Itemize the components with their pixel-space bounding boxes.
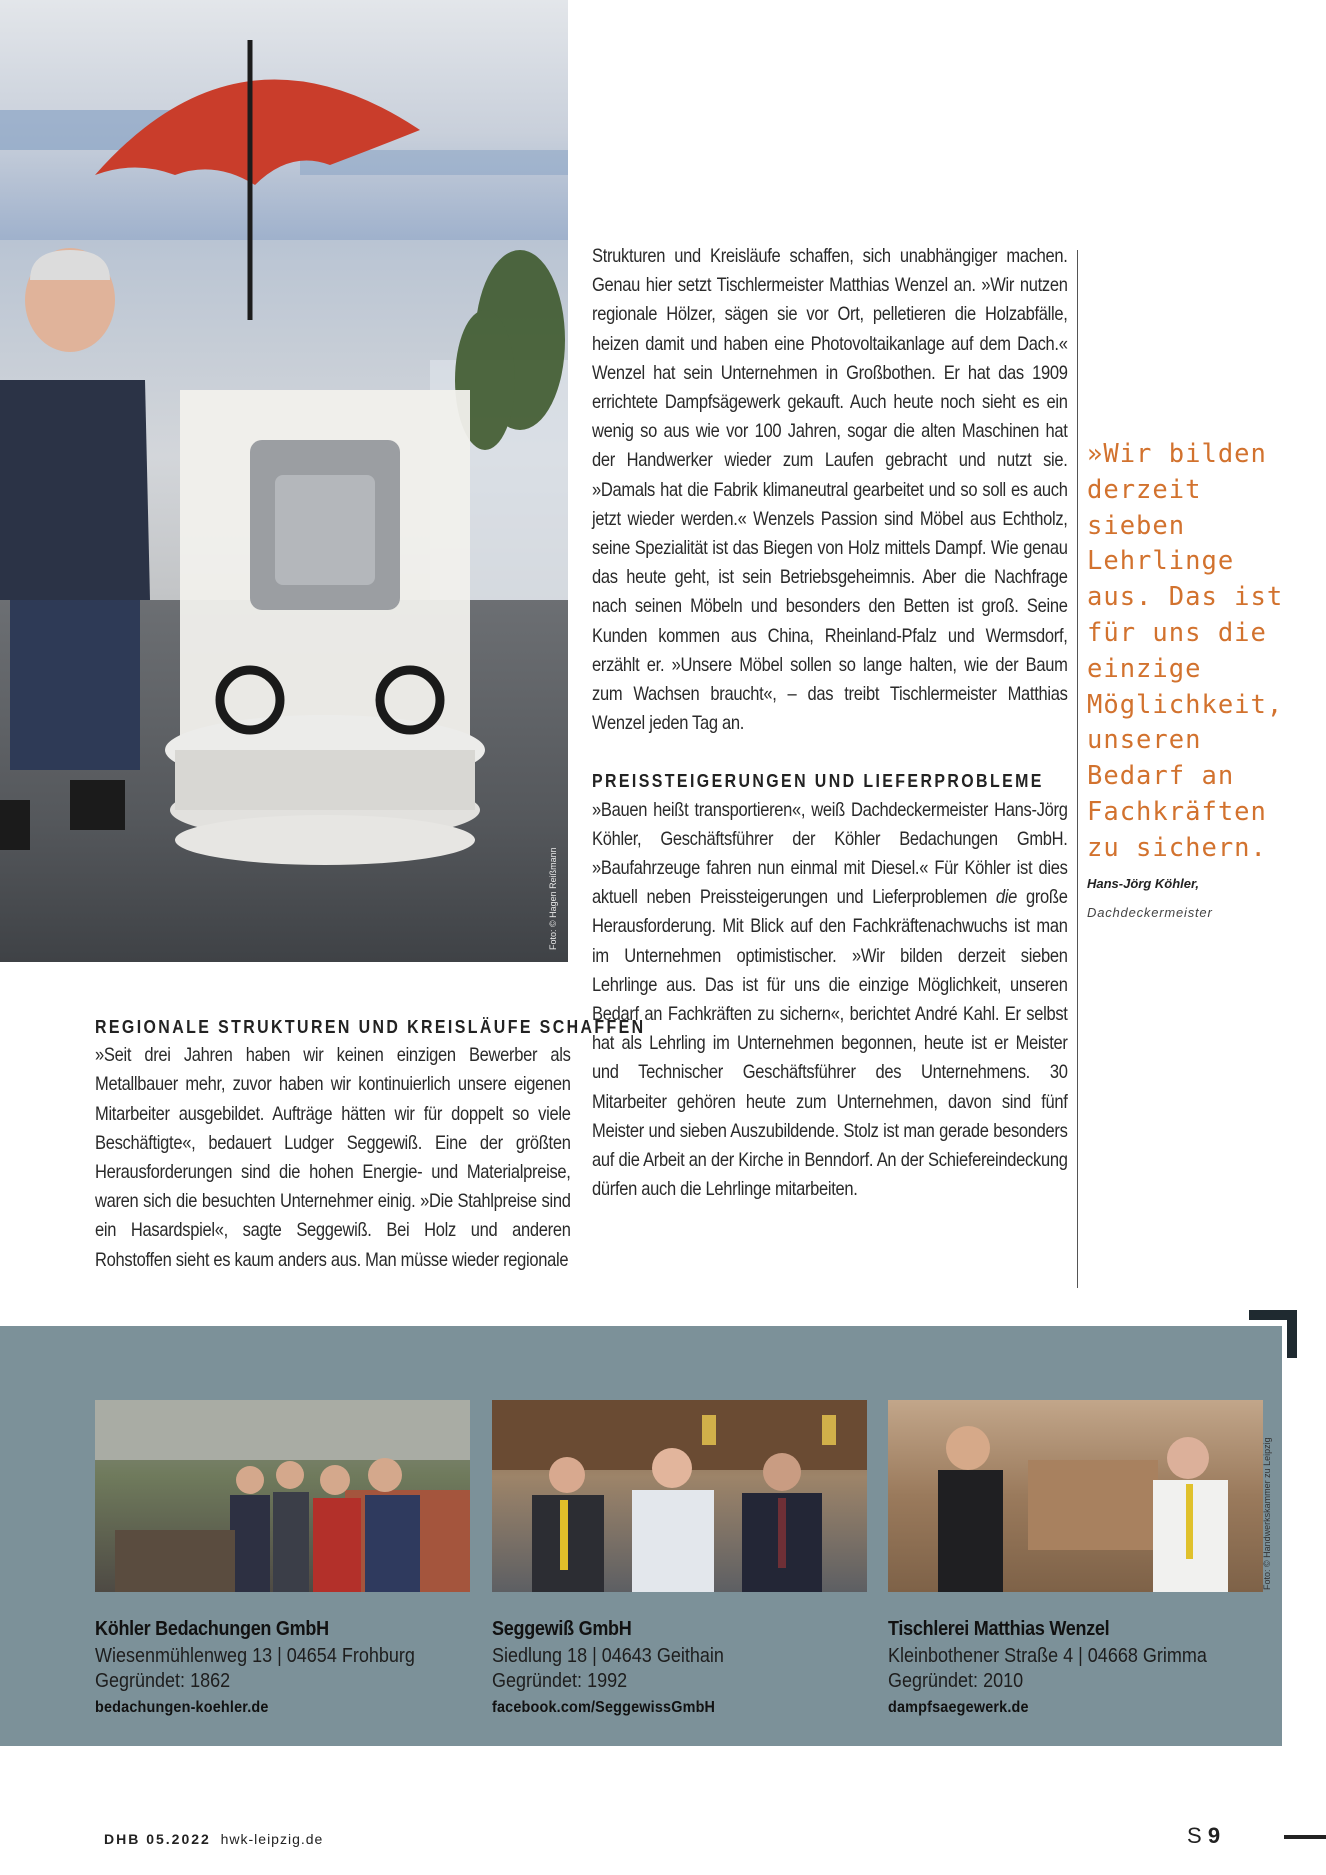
column-divider	[1077, 250, 1078, 1288]
quote-line: Bedarf an	[1087, 761, 1235, 792]
quote-role: Dachdeckermeister	[1087, 905, 1213, 920]
quote-line: aus. Das ist	[1087, 582, 1284, 613]
company-website-link[interactable]: facebook.com/SeggewissGmbH	[492, 1699, 716, 1716]
workshop-illustration	[888, 1400, 1263, 1592]
company-website-link[interactable]: bedachungen-koehler.de	[95, 1699, 269, 1716]
quote-line: sieben	[1087, 510, 1186, 541]
footer-rule	[1284, 1835, 1326, 1839]
magazine-issue: DHB 05.2022	[104, 1831, 211, 1847]
left-column-text	[95, 1012, 646, 1275]
businessmen-illustration	[492, 1400, 867, 1592]
section-heading-regional: REGIONALE STRUKTUREN UND KREISLÄUFE SCHAFFEN	[95, 1016, 646, 1037]
company-website-link[interactable]: dampfsaegewerk.de	[888, 1699, 1029, 1716]
pull-quote	[1087, 437, 1317, 867]
band-photo-credit: Foto: © Handwerkskammer zu Leipzig	[1262, 1437, 1272, 1590]
company-name: Seggewiß GmbH	[492, 1618, 632, 1640]
company-photo-seggewiss	[492, 1400, 867, 1592]
quote-line: unseren	[1087, 725, 1202, 756]
company-card-koehler	[95, 1400, 470, 1717]
company-founded: Gegründet: 2010	[888, 1670, 1024, 1692]
middle-column-text-1	[592, 242, 1068, 1205]
quote-line: Lehrlinge	[1087, 546, 1235, 577]
roofers-illustration	[95, 1400, 470, 1592]
hero-photo	[0, 0, 568, 962]
quote-line: Möglichkeit,	[1087, 689, 1284, 720]
quote-author: Hans-Jörg Köhler,	[1087, 876, 1199, 891]
quote-line: zu sichern.	[1087, 832, 1267, 863]
corner-marker	[1249, 1310, 1297, 1358]
left-column	[95, 1012, 648, 1275]
company-founded: Gegründet: 1862	[95, 1670, 231, 1692]
paragraph: »Seit drei Jahren haben wir keinen einzigen Bewerber als Metallbauer mehr, zuvor haben wir kontinuierlich unsere eigenen Mitarbeiter ausgebildet. Aufträge hätten wir für doppelt so viele Beschäftigte«, bedauert Ludger Seggewiß. Eine der größten Herausforderungen sind die hohen Energie- und Materialpreise, waren sich die besuchten Unternehmer einig. »Die Stahlpreise sind ein Hasardspiel«, sagte Seggewiß. Bei Holz und anderen Rohstoffen sieht es kaum anders aus. Man müsse wieder regionale	[95, 1045, 571, 1271]
middle-column	[592, 242, 1072, 1302]
footer-left	[104, 1831, 323, 1847]
paragraph: Strukturen und Kreisläufe schaffen, sich unabhängiger machen. Genau hier setzt Tischlermeister Matthias Wenzel an. »Wir nutzen regionale Hölzer, sägen sie vor Ort, pelletieren die Holzabfälle, heizen damit und haben eine Photovoltaikanlage auf dem Dach.« Wenzel hat sein Unternehmen in Großbothen. Er hat das 1909 errichtete Dampfsägewerk gekauft. Auch heute noch sieht es ein wenig so aus wie vor 100 Jahren, sogar die alten Maschinen hat der Handwerker wieder zum Laufen gebracht und nutzt sie. »Damals hat die Fabrik klimaneutral gearbeitet und so soll es auch jetzt wieder werden.« Wenzels Passion sind Möbel aus Echtholz, seine Spezialität ist das Biegen von Holz mittels Dampf. Wie genau das heute geht, ist sein Betriebsgeheimnis. Aber die Nachfrage nach seinen Möbeln und besonders den Betten ist groß. Seine Kunden kommen aus China, Rheinland-Pfalz und Wermsdorf, erzählt er. »Unsere Möbel sollen so lange halten, wie der Baum zum Wachsen braucht«, – das treibt Tischlermeister Matthias Wenzel jeden Tag an.	[592, 246, 1068, 735]
company-address: Siedlung 18 | 04643 Geithain	[492, 1645, 724, 1667]
hero-illustration	[0, 0, 568, 962]
company-name: Köhler Bedachungen GmbH	[95, 1618, 329, 1640]
company-card-seggewiss	[492, 1400, 867, 1717]
quote-line: »Wir bilden	[1087, 439, 1267, 469]
quote-line: einzige	[1087, 653, 1202, 684]
quote-line: für uns die	[1087, 617, 1267, 648]
page-number: S 9	[1187, 1823, 1221, 1848]
quote-line: derzeit	[1087, 474, 1202, 505]
hero-photo-credit: Foto: © Hagen Reißmann	[548, 847, 558, 950]
company-photo-koehler	[95, 1400, 470, 1592]
paragraph: »Bauen heißt transportieren«, weiß Dachdeckermeister Hans-Jörg Köhler, Geschäftsführer der Köhler Bedachungen GmbH. »Baufahrzeuge fahren nun einmal mit Diesel.« Für Köhler ist dies aktuell neben Preissteigerungen und Lieferproblemen die große Herausforderung. Mit Blick auf den Fachkräftenachwuchs ist man im Unternehmen optimistischer. »Wir bilden derzeit sieben Lehrlinge aus. Das ist für uns die einzige Möglichkeit, unseren Bedarf an Fachkräften zu sichern«, berichtet André Kahl. Er selbst hat als Lehrling im Unternehmen begonnen, heute ist er Meister und Technischer Geschäftsführer des Unternehmens. 30 Mitarbeiter gehören heute zum Unternehmen, davon sind fünf Meister und sieben Auszubildende. Stolz ist man gerade besonders auf die Arbeit an der Kirche in Benndorf. An der Schiefereindeckung dürfen auch die Lehrlinge mitarbeiten.	[592, 799, 1068, 1201]
company-name: Tischlerei Matthias Wenzel	[888, 1618, 1110, 1640]
company-card-wenzel	[888, 1400, 1263, 1717]
company-founded: Gegründet: 1992	[492, 1670, 628, 1692]
company-address: Kleinbothener Straße 4 | 04668 Grimma	[888, 1645, 1207, 1667]
website-link[interactable]: hwk-leipzig.de	[220, 1831, 324, 1847]
section-heading-preis: PREISSTEIGERUNGEN UND LIEFERPROBLEME	[592, 770, 1044, 792]
company-photo-wenzel	[888, 1400, 1263, 1592]
company-address: Wiesenmühlenweg 13 | 04654 Frohburg	[95, 1645, 415, 1667]
quote-line: Fachkräften	[1087, 796, 1267, 827]
